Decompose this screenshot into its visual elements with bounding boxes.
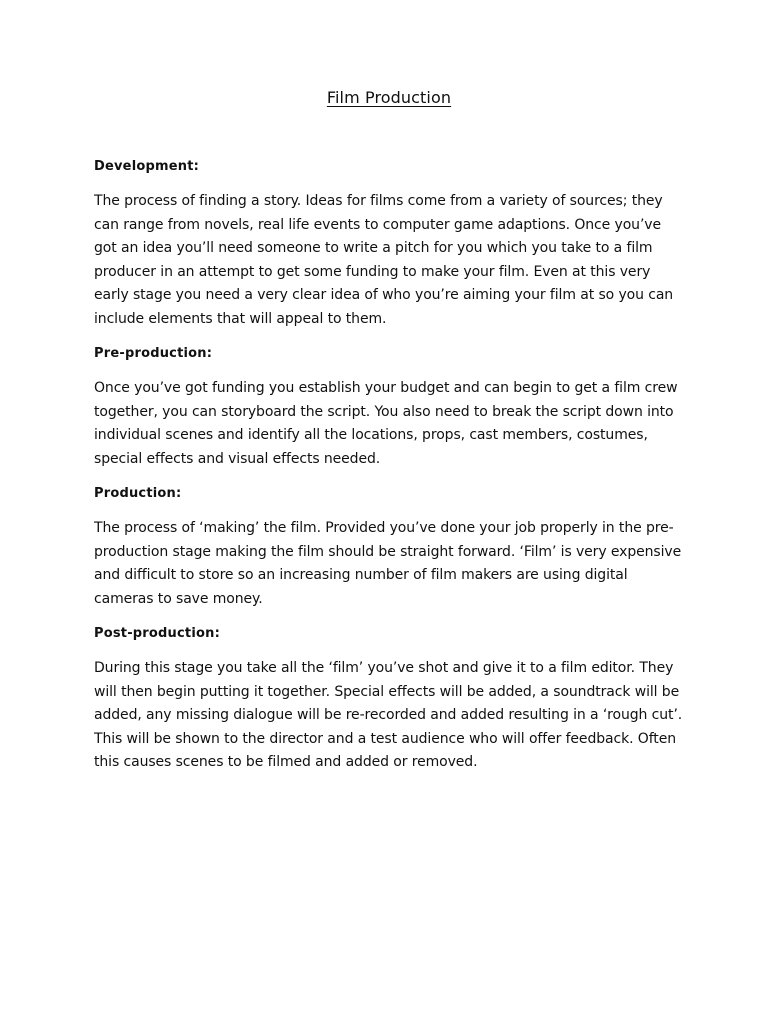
section-post-production <box>94 626 684 775</box>
section-development <box>94 159 684 331</box>
section-heading: Pre-production: <box>94 346 213 361</box>
section-heading: Post-production: <box>94 626 220 641</box>
section-body: The process of ‘making’ the film. Provided you’ve done your job properly in the pre-production stage making the film should be straight forward. ‘Film’ is very expensive and difficult to store so an increasing number of film makers are using digital cameras to save money. <box>94 520 682 607</box>
section-pre-production <box>94 346 684 471</box>
document-page <box>94 88 684 790</box>
section-body: Once you’ve got funding you establish your budget and can begin to get a film crew together, you can storyboard the script. You also need to break the script down into individual scenes and identify all the locations, props, cast members, costumes, special effects and visual effects needed. <box>94 380 678 467</box>
section-body: During this stage you take all the ‘film’ you’ve shot and give it to a film editor. They will then begin putting it together. Special effects will be added, a soundtrack will be added, any missing dialogue will be re-recorded and added resulting in a ‘rough cut’. This will be shown to the director and a test audience who will offer feedback. Often this causes scenes to be filmed and added or removed. <box>94 660 683 770</box>
document-title: Film Production <box>326 88 452 107</box>
section-production <box>94 486 684 611</box>
section-heading: Production: <box>94 486 182 501</box>
section-body: The process of finding a story. Ideas for films come from a variety of sources; they can range from novels, real life events to computer game adaptions. Once you’ve got an idea you’ll need someone to write a pitch for you which you take to a film producer in an attempt to get some funding to make your film. Even at this very early stage you need a very clear idea of who you’re aiming your film at so you can include elements that will appeal to them. <box>94 193 674 327</box>
section-heading: Development: <box>94 159 200 174</box>
